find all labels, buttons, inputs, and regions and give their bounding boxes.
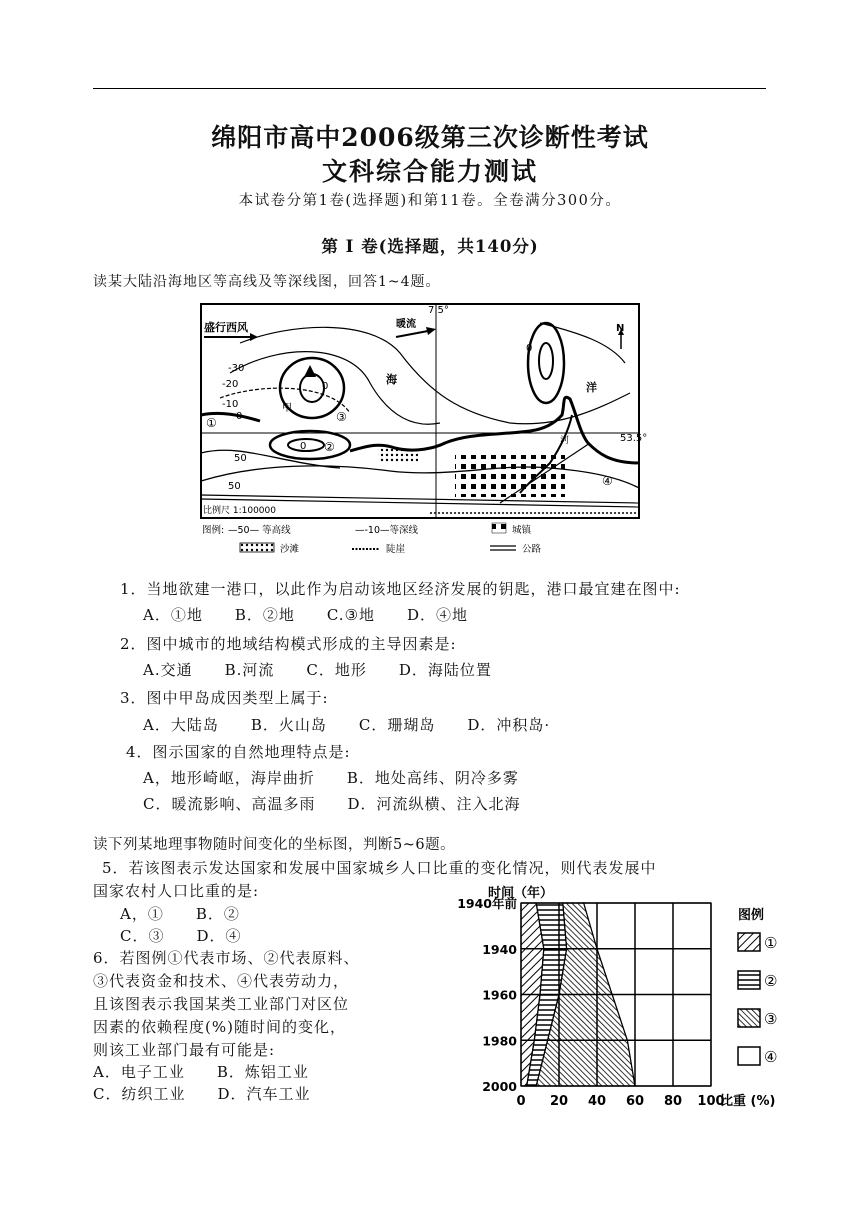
question-6-line: 6．若图例①代表市场、②代表原料、 (93, 949, 360, 967)
y-axis-label: 时间（年） (488, 886, 554, 901)
legend-entry-2: ② (764, 972, 778, 990)
contour-label: 0 (300, 441, 307, 452)
question-6-options-b: C．纺织工业 D．汽车工业 (93, 1085, 311, 1103)
legend-entry-4: ④ (764, 1048, 778, 1066)
legend-beach: 沙滩 (280, 544, 300, 555)
town-area (455, 455, 565, 497)
question-6-line: 则该工业部门最有可能是: (93, 1041, 276, 1059)
legend-swatch-2 (738, 971, 760, 989)
legend-entry-1: ① (764, 934, 778, 952)
question-1-options: A．①地 B．②地 C.③地 D．④地 (143, 606, 469, 624)
marker-2: ② (324, 440, 335, 454)
legend-isobath: —-10—等深线 (355, 525, 419, 536)
chart-intro: 读下列某地理事物随时间变化的坐标图，判断5~6题。 (93, 837, 456, 853)
y-tick-label: 2000 (482, 1079, 517, 1094)
factor-share-chart (438, 883, 800, 1115)
coastal-contour-map (200, 303, 648, 567)
beach-area (378, 448, 418, 462)
question-1: 1．当地欲建一港口，以此作为启动该地区经济发展的钥匙，港口最宜建在图中: (120, 580, 681, 598)
marker-4: ④ (602, 474, 613, 488)
current-label: 暖流 (396, 319, 416, 330)
contour-label: 50 (228, 481, 241, 492)
sea-label: 海 (386, 373, 397, 386)
legend-swatch-4 (738, 1047, 760, 1065)
legend-cliff: 陡崖 (386, 544, 406, 555)
exam-intro: 本试卷分第1卷(选择题)和第11卷。全卷满分300分。 (238, 193, 622, 209)
question-4: 4．图示国家的自然地理特点是: (126, 743, 351, 761)
contour-label: -30 (228, 363, 245, 374)
wind-label: 盛行西风 (204, 321, 248, 334)
question-3-options: A．大陆岛 B．火山岛 C．珊瑚岛 D．冲积岛· (143, 716, 551, 734)
north-label: N (616, 323, 625, 334)
legend-road: 公路 (522, 544, 542, 555)
legend-contour: —50— 等高线 (228, 525, 291, 536)
y-tick-label: 1940年前 (457, 896, 517, 911)
contour-label: -20 (222, 379, 239, 390)
question-3: 3．图中甲岛成因类型上属于: (120, 689, 329, 707)
island-label: 甲 (282, 403, 292, 414)
x-axis-label: 比重 (%) (720, 1094, 776, 1109)
y-tick-label: 1940 (482, 941, 517, 957)
question-6-options-a: A．电子工业 B．炼铝工业 (93, 1063, 309, 1081)
legend-town-icon (492, 523, 506, 533)
legend-beach-icon (240, 543, 274, 552)
question-6-line: 因素的依赖程度(%)随时间的变化， (93, 1018, 346, 1036)
legend-prefix: 图例: (202, 525, 225, 536)
longitude-label: 7.5° (428, 305, 449, 316)
marker-3: ③ (336, 410, 347, 424)
question-6-line: ③代表资金和技术、④代表劳动力， (93, 972, 350, 990)
x-tick-label: 20 (549, 1094, 569, 1109)
top-rule (93, 88, 766, 89)
question-6-line: 且该图表示我国某类工业部门对区位 (93, 995, 350, 1013)
latitude-label: 53.5° (620, 433, 648, 444)
legend-town: 城镇 (512, 525, 532, 536)
legend-swatch-3 (738, 1009, 760, 1027)
map-intro: 读某大陆沿海地区等高线及等深线图，回答1~4题。 (93, 274, 441, 290)
question-4-options-b: C．暖流影响、高温多雨 D．河流纵横、注入北海 (143, 795, 521, 813)
exam-subtitle: 文科综合能力测试 (321, 157, 538, 186)
question-5-options-b: C．③ D．④ (120, 927, 242, 945)
y-tick-label: 1980 (482, 1033, 517, 1049)
contour-label: -10 (222, 399, 239, 410)
question-5-line1: 5．若该图表示发达国家和发展中国家城乡人口比重的变化情况，则代表发展中 (102, 859, 657, 877)
river-label: 河 (560, 436, 570, 446)
contour-label: 50 (234, 453, 247, 464)
x-tick-label: 0 (516, 1094, 526, 1109)
contour-label: 0 (526, 343, 533, 354)
contour-label: 0 (322, 381, 329, 392)
ocean-label: 洋 (586, 381, 597, 394)
x-tick-label: 60 (625, 1094, 645, 1109)
section-title: 第 Ⅰ 卷(选择题，共140分) (321, 237, 539, 256)
scale-label: 比例尺 1:100000 (203, 506, 276, 516)
question-2-options: A.交通 B.河流 C．地形 D．海陆位置 (143, 661, 492, 679)
marker-1: ① (206, 416, 217, 430)
contour-label: 0 (236, 411, 243, 422)
question-5-options-a: A，① B．② (120, 905, 240, 923)
question-2: 2．图中城市的地域结构模式形成的主导因素是: (120, 635, 457, 653)
legend-title: 图例 (738, 908, 765, 923)
y-tick-label: 1960 (482, 987, 517, 1003)
legend-swatch-1 (738, 933, 760, 951)
question-5-line2: 国家农村人口比重的是: (93, 882, 260, 900)
legend-entry-3: ③ (764, 1010, 778, 1028)
x-tick-label: 40 (587, 1094, 607, 1109)
x-tick-label: 100 (697, 1094, 725, 1109)
question-4-options-a: A，地形崎岖，海岸曲折 B．地处高纬、阴冷多雾 (143, 769, 519, 787)
x-tick-label: 80 (663, 1094, 683, 1109)
exam-title: 绵阳市高中2006级第三次诊断性考试 (211, 123, 649, 152)
